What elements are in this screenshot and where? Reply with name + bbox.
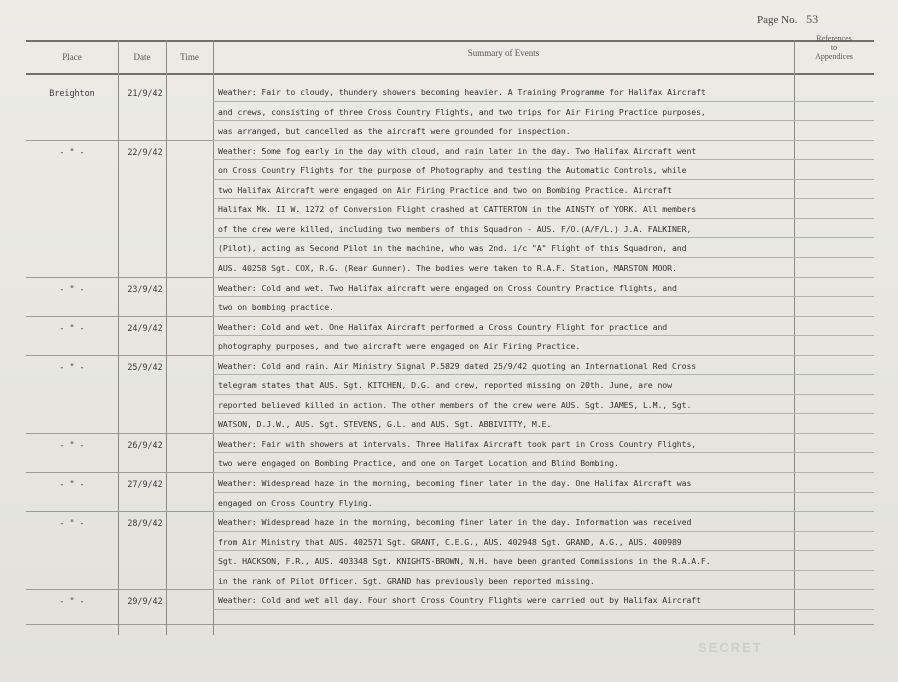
date-column-divider (166, 40, 167, 635)
summary-line: Weather: Some fog early in the day with cloud, and rain later in the day. Two Halifax Aircraft went (218, 145, 697, 156)
page-number-label: Page No. (757, 14, 798, 26)
ruled-line (213, 218, 874, 219)
entry-separator (26, 316, 213, 317)
entry-date: 22/9/42 (127, 146, 163, 157)
header-date: Date (133, 52, 151, 62)
ruled-line (213, 101, 874, 102)
entry-date: 23/9/42 (127, 283, 163, 294)
summary-line: Weather: Fair to cloudy, thundery showers becoming heavier. A Training Programme for Halifax Aircraft (218, 87, 706, 97)
summary-line: photography purposes, and two aircraft were engaged on Air Firing Practice. (218, 341, 581, 352)
summary-line: Halifax Mk. II W. 1272 of Conversion Flight crashed at CATTERTON in the AINSTY of YORK. All members (218, 204, 697, 215)
ruled-line (213, 140, 874, 141)
entry-place: - " - (59, 439, 85, 450)
summary-line: two were engaged on Bombing Practice, and one on Target Location and Blind Bombing. (218, 458, 619, 469)
header-bottom-rule (26, 73, 874, 75)
ruled-line (213, 472, 874, 473)
ruled-line (213, 198, 874, 199)
summary-line: Weather: Cold and wet. One Halifax Aircraft performed a Cross Country Flight for practice and (218, 321, 668, 332)
page-number (757, 12, 818, 27)
ruled-line (213, 237, 874, 238)
summary-line: from Air Ministry that AUS. 402571 Sgt. GRANT, C.E.G., AUS. 402948 Sgt. GRAND, A.G., AUS. 400989 (218, 536, 682, 547)
table-bottom-rule (26, 624, 874, 625)
entry-place: - " - (59, 361, 85, 372)
secret-stamp: SECRET (698, 640, 763, 655)
ruled-line (213, 179, 874, 180)
entry-separator (26, 355, 213, 356)
header-references (796, 34, 872, 61)
ruled-line (213, 550, 874, 551)
summary-line: two Halifax Aircraft were engaged on Air Firing Practice and two on Bombing Practice. Aircraft (218, 184, 672, 195)
entry-place: - " - (59, 479, 85, 489)
header-references-line: References (816, 34, 852, 43)
ruled-line (213, 120, 874, 121)
summary-line: Weather: Cold and wet. Two Halifax aircraft were engaged on Cross Country Practice flights, and (218, 282, 677, 293)
ruled-line (213, 492, 874, 493)
entry-place: - " - (59, 283, 85, 294)
header-references-line: to (830, 43, 838, 52)
ruled-line (213, 609, 874, 610)
entry-separator (26, 589, 213, 590)
header-summary: Summary of Events (467, 48, 540, 58)
header-time: Time (180, 52, 199, 62)
time-column-divider (213, 40, 214, 635)
summary-line: Sgt. HACKSON, F.R., AUS. 403348 Sgt. KNIGHTS-BROWN, N.H. have been granted Commissions in the R.A.A.F. (218, 556, 711, 567)
summary-line: reported believed killed in action. The other members of the crew were AUS. Sgt. JAMES, L.M., Sgt. (218, 399, 692, 410)
summary-line: (Pilot), acting as Second Pilot in the machine, who was 2nd. i/c "A" Flight of this Squadron, and (218, 243, 687, 254)
entry-date: 21/9/42 (127, 88, 163, 98)
header-references-line: Appendices (815, 52, 853, 61)
summary-line: in the rank of Pilot Officer. Sgt. GRAND has previously been reported missing. (218, 575, 595, 586)
table-top-rule (26, 40, 874, 42)
ruled-line (213, 374, 874, 375)
summary-line: and crews, consisting of three Cross Country Flights, and two trips for Air Firing Practice purposes, (218, 106, 706, 117)
ruled-line (213, 159, 874, 160)
summary-line: AUS. 40258 Sgt. COX, R.G. (Rear Gunner). The bodies were taken to R.A.F. Station, MARSTON MOOR. (218, 262, 677, 273)
ruled-line (213, 570, 874, 571)
ruled-line (213, 296, 874, 297)
entry-date: 28/9/42 (127, 518, 163, 529)
entry-separator (26, 511, 213, 512)
page-number-value: 53 (806, 12, 819, 26)
entry-date: 24/9/42 (127, 322, 163, 333)
ruled-line (213, 316, 874, 317)
entry-place: Breighton (49, 88, 95, 98)
summary-line: on Cross Country Flights for the purpose of Photography and testing the Automatic Controls, while (218, 165, 687, 176)
summary-line: of the crew were killed, including two members of this Squadron - AUS. F/O.(A/F/L.) J.A. FALKINER, (218, 223, 692, 234)
entry-separator (26, 277, 213, 278)
ruled-line (213, 413, 874, 414)
ruled-line (213, 355, 874, 356)
entry-date: 29/9/42 (127, 596, 163, 607)
summary-line: Weather: Cold and rain. Air Ministry Signal P.5829 dated 25/9/42 quoting an International Red Cross (218, 360, 697, 371)
entry-date: 25/9/42 (127, 361, 163, 372)
ruled-line (213, 335, 874, 336)
ruled-line (213, 511, 874, 512)
summary-line: Weather: Cold and wet all day. Four short Cross Country Flights were carried out by Halifax Aircraft (218, 595, 701, 606)
entry-separator (26, 433, 213, 434)
summary-line: telegram states that AUS. Sgt. KITCHEN, D.G. and crew, reported missing on 20th. June, are now (218, 380, 672, 391)
entry-place: - " - (59, 322, 85, 333)
entry-date: 27/9/42 (127, 479, 163, 489)
summary-line: two on bombing practice. (218, 302, 334, 313)
summary-line: WATSON, D.J.W., AUS. Sgt. STEVENS, G.L. and AUS. Sgt. ABBIVITTY, M.E. (218, 419, 552, 430)
entry-date: 26/9/42 (127, 439, 163, 450)
summary-line: Weather: Fair with showers at intervals. Three Halifax Aircraft took part in Cross Country Flights, (218, 438, 697, 449)
summary-line: engaged on Cross Country Flying. (218, 497, 373, 508)
ruled-line (213, 531, 874, 532)
entry-place: - " - (59, 596, 85, 607)
ruled-line (213, 433, 874, 434)
summary-line: Weather: Widespread haze in the morning, becoming finer later in the day. One Halifax Aircraft was (218, 478, 692, 488)
entry-place: - " - (59, 518, 85, 529)
ruled-line (213, 589, 874, 590)
summary-line: Weather: Widespread haze in the morning, becoming finer later in the day. Information was received (218, 517, 692, 528)
ruled-line (213, 257, 874, 258)
entry-place: - " - (59, 146, 85, 157)
place-column-divider (118, 40, 119, 635)
entry-separator (26, 140, 213, 141)
header-place: Place (62, 52, 82, 62)
ruled-line (213, 277, 874, 278)
entry-separator (26, 472, 213, 473)
ruled-line (213, 394, 874, 395)
summary-line: was arranged, but cancelled as the aircraft were grounded for inspection. (218, 126, 571, 137)
ruled-line (213, 452, 874, 453)
